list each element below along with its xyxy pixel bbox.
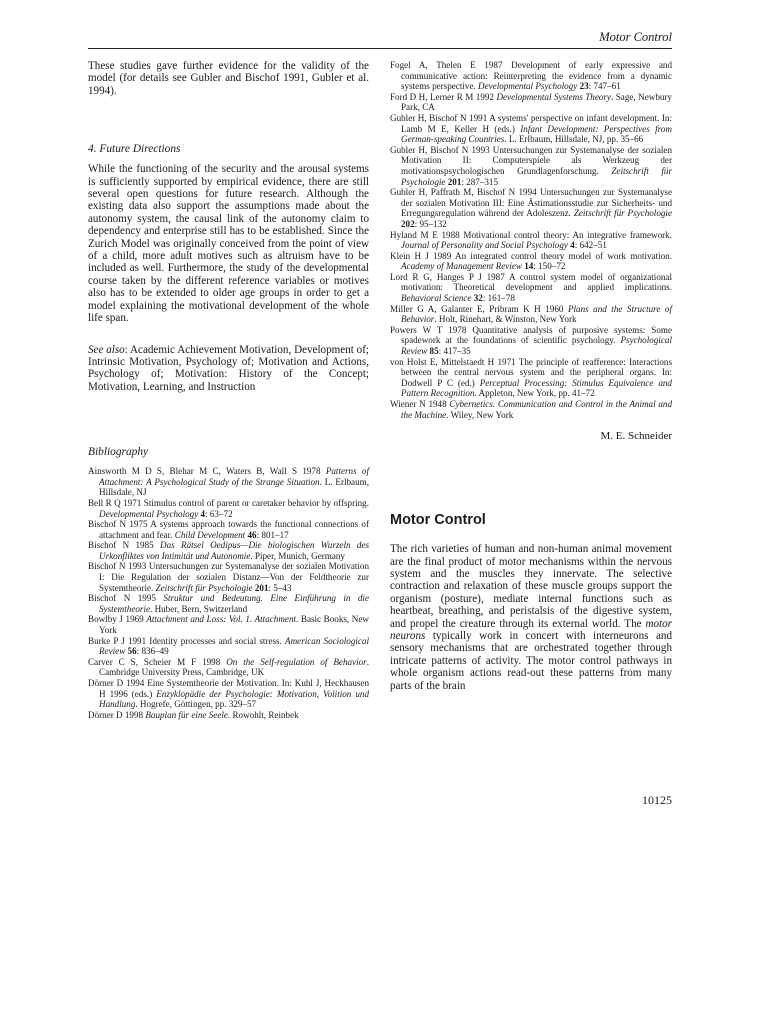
reference-entry: Burke P J 1991 Identity processes and social stress. American Sociological Review 56: 836–49 bbox=[88, 635, 369, 657]
reference-entry: Ainsworth M D S, Blehar M C, Waters B, Wall S 1978 Patterns of Attachment: A Psychological Study of the Strange Situation. L. Erlbaum, Hillsdale, NJ bbox=[88, 466, 369, 498]
reference-entry: Bischof N 1993 Untersuchungen zur Systemanalyse der sozialen Motivation I: Die Regulation der sozialen Distanz—Von der Feldtheorie zur Systemtheorie. Zeitschrift für Psychologie 201: 5–43 bbox=[88, 561, 369, 593]
reference-entry: Ford D H, Lerner R M 1992 Developmental Systems Theory. Sage, Newbury Park, CA bbox=[390, 91, 672, 113]
reference-entry: Bell R Q 1971 Stimulus control of parent or caretaker behavior by offspring. Developmental Psychology 4: 63–72 bbox=[88, 497, 369, 519]
bibliography-heading: Bibliography bbox=[88, 446, 149, 459]
reference-entry: Bowlby J 1969 Attachment and Loss: Vol. 1. Attachment. Basic Books, New York bbox=[88, 614, 369, 636]
reference-list-left bbox=[88, 466, 369, 720]
reference-entry: Bischof N 1995 Struktur und Bedeutung. Eine Einführung in die Systemtheorie. Huber, Bern, Switzerland bbox=[88, 593, 369, 614]
reference-entry: Lord R G, Hanges P J 1987 A control system model of organizational motivation: Theoretical development and applied implications. Behavioral Science 32: 161–78 bbox=[390, 271, 672, 304]
reference-entry: Hyland M E 1988 Motivational control theory: An integrative framework. Journal of Personality and Social Psychology 4: 642–51 bbox=[390, 229, 672, 251]
see-also-paragraph bbox=[88, 344, 369, 394]
motor-control-paragraph: The rich varieties of human and non-human animal movement are the final product of motor mechanisms within the nervous system and the muscles they innervate. The selective contraction and relaxation of these muscle groups support the organism (posture), mediate internal functions such as heartbeat, breathing, and peristalsis of the digestive system, and propel the creature through its external world. The motor neurons typically work in concert with interneurons and sensory mechanisms that are orchestrated together through intricate patterns of activity. The motor control pathways in whole organism actions read-out these patterns from many parts of the brain bbox=[390, 543, 672, 692]
intro-paragraph: These studies gave further evidence for the validity of the model (for details see Gubler and Bischof 1991, Gubler et al. 1994). bbox=[88, 60, 369, 97]
reference-entry: Klein H J 1989 An integrated control theory model of work motivation. Academy of Management Review 14: 150–72 bbox=[390, 250, 672, 272]
reference-entry: Gubler H, Bischof N 1991 A systems' perspective on infant development. In: Lamb M E, Keller H (eds.) Infant Development: Perspectives from German-speaking Countries. L. Erlbaum, Hillsdale, NJ, pp. 35–66 bbox=[390, 112, 672, 145]
reference-entry: Miller G A, Galanter E, Pribram K H 1960 Plans and the Structure of Behavior. Holt, Rinehart, & Winston, New York bbox=[390, 303, 672, 325]
reference-entry: Bischof N 1975 A systems approach towards the functional connections of attachment and fear. Child Development 46: 801–17 bbox=[88, 519, 369, 540]
reference-entry: Wiener N 1948 Cybernetics. Communication and Control in the Animal and the Machine. Wiley, New York bbox=[390, 399, 673, 420]
section-heading-future-directions: 4. Future Directions bbox=[88, 143, 181, 156]
reference-entry: Dörner D 1998 Bauplan für eine Seele. Rowohlt, Reinbek bbox=[88, 709, 299, 720]
header-rule bbox=[88, 48, 672, 49]
right-column bbox=[390, 60, 672, 692]
left-column bbox=[88, 60, 369, 720]
reference-entry: Dörner D 1994 Eine Systemtheorie der Motivation. In: Kuhl J, Heckhausen H 1996 (eds.) Enzyklopädie der Psychologie: Motivation, Volition und Handlung. Hogrefe, Göttingen, pp. 329–57 bbox=[88, 678, 369, 710]
author-signature: M. E. Schneider bbox=[600, 430, 672, 443]
reference-entry: Carver C S, Scheier M F 1998 On the Self-regulation of Behavior. Cambridge University Press, Cambridge, UK bbox=[88, 656, 369, 678]
reference-entry: Gubler H, Bischof N 1993 Untersuchungen zur Systemanalyse der sozialen Motivation II: Computerspiele als Werkzeug der motivationspsychologischen Grundlagenforschung. Zeitschrift für Psychologie 201: 287–315 bbox=[390, 144, 672, 187]
reference-entry: Powers W T 1978 Quantitative analysis of purposive systems: Some spadework at the foundations of scientific psychology. Psychological Review 85: 417–35 bbox=[390, 324, 672, 357]
reference-list-right bbox=[390, 60, 672, 420]
future-directions-paragraph: While the functioning of the security and the arousal systems is sufficiently supported by empirical evidence, there are still several open questions for future research. Although the existing data also support the assumptions made about the autonomy system, the causal link of the autonomy claim to dependency and enterprise still has to be established. Since the Zurich Model was originally conceived from the point of view of a child, more adult motives such as altruism have to be included as well. Furthermore, the study of the developmental course taken by the different reference variables or motives also has to be extended to older age groups in order to get a model explaining the motivational development of the whole life span. bbox=[88, 163, 369, 325]
article-title: Motor Control bbox=[390, 512, 486, 529]
reference-entry: von Holst E, Mittelstaedt H 1971 The principle of reafference: Interactions between the central nervous system and the peripheral organs. In: Dodwell P C (ed.) Perceptual Processing: Stimulus Equivalence and Pattern Recognition. Appleton, New York, pp. 41–72 bbox=[390, 356, 672, 399]
see-also-lead: See also bbox=[88, 343, 125, 356]
running-head: Motor Control bbox=[599, 30, 672, 44]
reference-entry: Gubler H, Paffrath M, Bischof N 1994 Untersuchungen zur Systemanalyse der sozialen Motivation III: Eine Ästimationsstudie zur Sicherheits- und Erregungsregulation während der Adoleszenz. Zeitschrift für Psychologie 202: 95–132 bbox=[390, 187, 672, 229]
page-number: 10125 bbox=[642, 793, 672, 807]
see-also-text: : Academic Achievement Motivation, Development of; Intrinsic Motivation, Psychology of; Motivation and Actions, Psychology of; Motivation: History of the Concept; Motivation, Learning, and Instruction bbox=[88, 343, 369, 393]
reference-entry: Bischof N 1985 Das Rätsel Oedipus—Die biologischen Wurzeln des Urkonfliktes von Intimität und Autonomie. Piper, Munich, Germany bbox=[88, 540, 369, 561]
reference-entry: Fogel A, Thelen E 1987 Development of early expressive and communicative action: Reinterpreting the evidence from a dynamic systems perspective. Developmental Psychology 23: 747–61 bbox=[390, 60, 672, 92]
